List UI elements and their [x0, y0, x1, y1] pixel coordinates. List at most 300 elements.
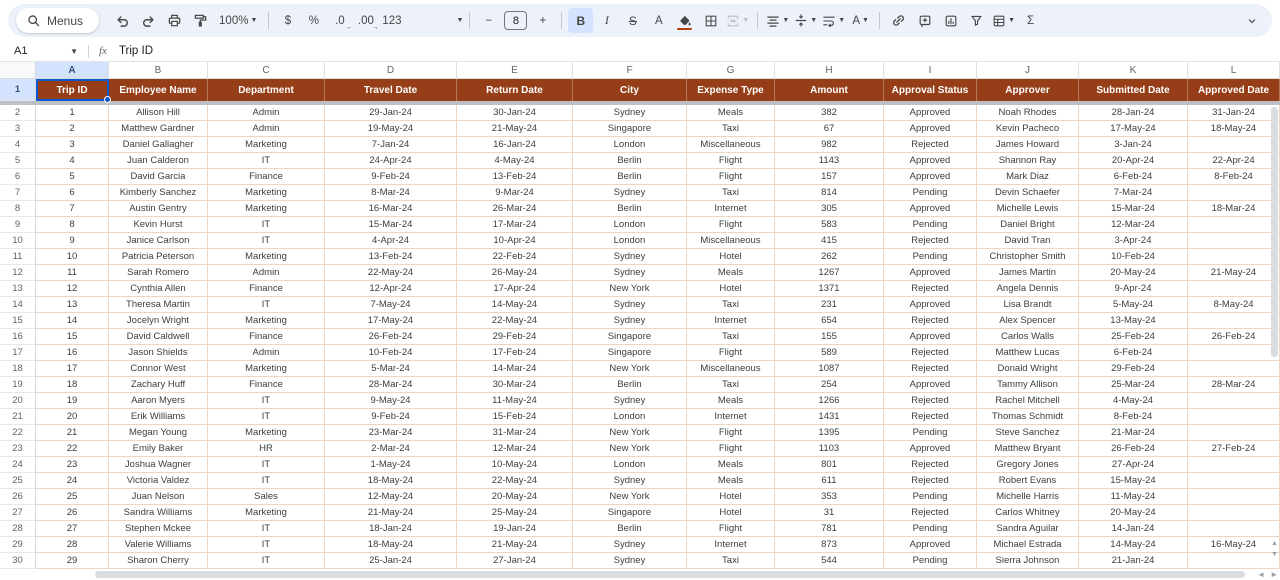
cell[interactable]: 11-May-24 — [457, 393, 573, 409]
row-number[interactable]: 5 — [0, 153, 36, 169]
cell[interactable]: 13-Feb-24 — [325, 249, 457, 265]
cell[interactable]: 18-May-24 — [325, 537, 457, 553]
cell[interactable]: Carlos Whitney — [977, 505, 1079, 521]
cell[interactable]: 6-Feb-24 — [1079, 345, 1188, 361]
cell[interactable]: 7-May-24 — [325, 297, 457, 313]
cell[interactable]: Gregory Jones — [977, 457, 1079, 473]
cell[interactable]: 262 — [775, 249, 884, 265]
cell[interactable]: Devin Schaefer — [977, 185, 1079, 201]
cell[interactable]: 11-May-24 — [1079, 489, 1188, 505]
cell[interactable]: IT — [208, 153, 325, 169]
row-number[interactable]: 13 — [0, 281, 36, 297]
decrease-decimal-button[interactable]: .0 ← — [335, 14, 353, 31]
undo-button[interactable] — [110, 8, 135, 33]
cell[interactable]: Approved — [884, 105, 977, 121]
cell[interactable]: 2-Mar-24 — [325, 441, 457, 457]
row-number[interactable]: 2 — [0, 105, 36, 121]
cell[interactable]: 10-Feb-24 — [1079, 249, 1188, 265]
row-number[interactable]: 26 — [0, 489, 36, 505]
row-number[interactable]: 30 — [0, 553, 36, 569]
cell[interactable]: Sydney — [573, 537, 687, 553]
font-family-dropdown[interactable] — [405, 8, 463, 33]
cell[interactable]: 28-Jan-24 — [1079, 105, 1188, 121]
cell[interactable]: 15-Feb-24 — [457, 409, 573, 425]
cell[interactable]: 4-Apr-24 — [325, 233, 457, 249]
cell[interactable]: Joshua Wagner — [109, 457, 208, 473]
cell[interactable]: IT — [208, 521, 325, 537]
cell[interactable]: 27-Feb-24 — [1188, 441, 1280, 457]
cell[interactable]: Admin — [208, 121, 325, 137]
cell[interactable]: Kimberly Sanchez — [109, 185, 208, 201]
cell[interactable]: 1087 — [775, 361, 884, 377]
cell[interactable]: 22 — [36, 441, 109, 457]
cell[interactable]: Taxi — [687, 185, 775, 201]
cell[interactable]: Sydney — [573, 297, 687, 313]
cell[interactable]: 3 — [36, 137, 109, 153]
cell[interactable]: 6-Feb-24 — [1079, 169, 1188, 185]
header-cell[interactable]: Expense Type — [687, 79, 775, 101]
cell[interactable]: Flight — [687, 425, 775, 441]
cell[interactable]: Kevin Pacheco — [977, 121, 1079, 137]
cell[interactable]: James Martin — [977, 265, 1079, 281]
cell[interactable]: Rejected — [884, 505, 977, 521]
cell[interactable]: 13-May-24 — [1079, 313, 1188, 329]
decrease-font-size-button[interactable]: − — [485, 14, 493, 27]
cell[interactable]: Rejected — [884, 233, 977, 249]
cell[interactable]: Approved — [884, 265, 977, 281]
cell[interactable]: Matthew Gardner — [109, 121, 208, 137]
row-number[interactable]: 3 — [0, 121, 36, 137]
cell[interactable]: Donald Wright — [977, 361, 1079, 377]
percent-format-button[interactable]: % — [308, 14, 319, 27]
cell[interactable]: 1431 — [775, 409, 884, 425]
cell[interactable]: 17-May-24 — [1079, 121, 1188, 137]
cell[interactable]: Zachary Huff — [109, 377, 208, 393]
cell[interactable]: Victoria Valdez — [109, 473, 208, 489]
cell[interactable]: Rejected — [884, 393, 977, 409]
cell[interactable]: 14-Mar-24 — [457, 361, 573, 377]
cell[interactable]: 18-May-24 — [1188, 121, 1280, 137]
cell[interactable]: 254 — [775, 377, 884, 393]
strikethrough-button[interactable]: S — [628, 13, 637, 28]
cell[interactable]: Rejected — [884, 473, 977, 489]
cell[interactable]: Thomas Schmidt — [977, 409, 1079, 425]
cell[interactable]: Approved — [884, 169, 977, 185]
cell[interactable]: 21-May-24 — [1188, 265, 1280, 281]
cell[interactable]: 1 — [36, 105, 109, 121]
cell[interactable]: 17-Feb-24 — [457, 345, 573, 361]
cell[interactable]: Hotel — [687, 249, 775, 265]
cell[interactable]: Meals — [687, 473, 775, 489]
cell[interactable]: Marketing — [208, 313, 325, 329]
cell[interactable]: James Howard — [977, 137, 1079, 153]
cell[interactable]: 20-Apr-24 — [1079, 153, 1188, 169]
cell[interactable]: 231 — [775, 297, 884, 313]
cell[interactable]: Approved — [884, 537, 977, 553]
scroll-left-icon[interactable]: ◄ — [1257, 570, 1266, 579]
row-number[interactable]: 17 — [0, 345, 36, 361]
horizontal-scroll-arrows[interactable] — [1257, 569, 1278, 580]
cell[interactable]: Matthew Lucas — [977, 345, 1079, 361]
scroll-right-icon[interactable]: ► — [1270, 570, 1278, 579]
cell[interactable]: Internet — [687, 313, 775, 329]
cell[interactable] — [1188, 553, 1280, 569]
cell[interactable]: 26 — [36, 505, 109, 521]
cell[interactable]: 13-Feb-24 — [457, 169, 573, 185]
cell[interactable]: 23-Mar-24 — [325, 425, 457, 441]
borders-button[interactable] — [698, 8, 723, 33]
cell[interactable]: 10-May-24 — [457, 457, 573, 473]
cell[interactable]: 12-Mar-24 — [1079, 217, 1188, 233]
cell[interactable]: 29 — [36, 553, 109, 569]
cell[interactable]: Sydney — [573, 105, 687, 121]
cell[interactable]: Patricia Peterson — [109, 249, 208, 265]
vertical-scroll-arrows[interactable] — [1270, 540, 1279, 566]
cell[interactable]: Singapore — [573, 329, 687, 345]
header-cell[interactable]: Department — [208, 79, 325, 101]
cell[interactable]: Taxi — [687, 553, 775, 569]
cell[interactable]: London — [573, 409, 687, 425]
cell[interactable]: 24 — [36, 473, 109, 489]
cell[interactable]: 21 — [36, 425, 109, 441]
cell[interactable]: 29-Feb-24 — [1079, 361, 1188, 377]
cell[interactable]: 15-Mar-24 — [325, 217, 457, 233]
cell[interactable]: Approved — [884, 441, 977, 457]
cell[interactable]: Allison Hill — [109, 105, 208, 121]
column-header-b[interactable]: B — [109, 62, 208, 79]
cell[interactable]: 25-Feb-24 — [1079, 329, 1188, 345]
cell[interactable]: 22-Feb-24 — [457, 249, 573, 265]
cell[interactable] — [1188, 249, 1280, 265]
cell[interactable]: Meals — [687, 393, 775, 409]
cell[interactable] — [1188, 473, 1280, 489]
cell[interactable]: 27-Jan-24 — [457, 553, 573, 569]
cell[interactable]: Flight — [687, 345, 775, 361]
cell[interactable]: Noah Rhodes — [977, 105, 1079, 121]
cell[interactable]: 28 — [36, 537, 109, 553]
cell[interactable]: Sandra Aguilar — [977, 521, 1079, 537]
cell[interactable]: Flight — [687, 169, 775, 185]
cell[interactable]: Robert Evans — [977, 473, 1079, 489]
cell[interactable] — [1188, 137, 1280, 153]
cell[interactable]: Marketing — [208, 361, 325, 377]
cell[interactable]: IT — [208, 537, 325, 553]
cell[interactable]: Sydney — [573, 265, 687, 281]
name-box[interactable] — [0, 45, 88, 57]
cell[interactable]: New York — [573, 489, 687, 505]
cell[interactable]: Finance — [208, 377, 325, 393]
cell[interactable]: Megan Young — [109, 425, 208, 441]
cell[interactable]: Shannon Ray — [977, 153, 1079, 169]
cell[interactable]: Approved — [884, 329, 977, 345]
cell[interactable]: Daniel Gallagher — [109, 137, 208, 153]
column-header-h[interactable]: H — [775, 62, 884, 79]
cell[interactable]: 26-Feb-24 — [325, 329, 457, 345]
cell[interactable]: Sydney — [573, 313, 687, 329]
row-number[interactable]: 22 — [0, 425, 36, 441]
cell[interactable]: Approved — [884, 201, 977, 217]
cell[interactable]: Taxi — [687, 377, 775, 393]
cell[interactable]: Hotel — [687, 281, 775, 297]
cell[interactable]: Approved — [884, 377, 977, 393]
row-number[interactable]: 25 — [0, 473, 36, 489]
cell[interactable]: Singapore — [573, 345, 687, 361]
cell[interactable]: 589 — [775, 345, 884, 361]
row-number[interactable]: 11 — [0, 249, 36, 265]
cell[interactable]: 16-Mar-24 — [325, 201, 457, 217]
cell[interactable]: Miscellaneous — [687, 233, 775, 249]
cell[interactable]: Flight — [687, 521, 775, 537]
cell[interactable]: Admin — [208, 105, 325, 121]
column-header-c[interactable]: C — [208, 62, 325, 79]
column-header-j[interactable]: J — [977, 62, 1079, 79]
cell[interactable] — [1188, 217, 1280, 233]
cell[interactable]: 22-May-24 — [325, 265, 457, 281]
header-cell[interactable]: Amount — [775, 79, 884, 101]
header-cell[interactable]: Return Date — [457, 79, 573, 101]
cell[interactable]: Berlin — [573, 153, 687, 169]
cell[interactable] — [1188, 393, 1280, 409]
cell[interactable]: 982 — [775, 137, 884, 153]
cell[interactable]: Daniel Bright — [977, 217, 1079, 233]
cell[interactable]: 611 — [775, 473, 884, 489]
scroll-up-icon[interactable]: ▲ — [1271, 540, 1278, 547]
vertical-scrollbar[interactable] — [1271, 105, 1279, 560]
cell[interactable]: 28-Mar-24 — [1188, 377, 1280, 393]
cell[interactable]: IT — [208, 297, 325, 313]
insert-link-button[interactable] — [886, 8, 911, 33]
cell[interactable]: Marketing — [208, 201, 325, 217]
cell[interactable]: 2 — [36, 121, 109, 137]
row-number[interactable]: 15 — [0, 313, 36, 329]
cell[interactable]: Marketing — [208, 185, 325, 201]
row-number[interactable]: 27 — [0, 505, 36, 521]
cell[interactable]: Tammy Allison — [977, 377, 1079, 393]
cell[interactable]: Miscellaneous — [687, 361, 775, 377]
cell[interactable]: 9-May-24 — [325, 393, 457, 409]
cell[interactable]: Rejected — [884, 345, 977, 361]
cell[interactable] — [1188, 281, 1280, 297]
cell[interactable]: Pending — [884, 249, 977, 265]
cell[interactable]: Sarah Romero — [109, 265, 208, 281]
merge-cells-button[interactable] — [724, 8, 751, 33]
cell[interactable]: 18 — [36, 377, 109, 393]
cell[interactable]: 654 — [775, 313, 884, 329]
print-button[interactable] — [162, 8, 187, 33]
cell[interactable]: Carlos Walls — [977, 329, 1079, 345]
cell[interactable]: Hotel — [687, 505, 775, 521]
cell[interactable]: Pending — [884, 185, 977, 201]
column-header-d[interactable]: D — [325, 62, 457, 79]
cell[interactable]: 13 — [36, 297, 109, 313]
cell[interactable]: Sydney — [573, 553, 687, 569]
cell[interactable]: 1-May-24 — [325, 457, 457, 473]
column-header-i[interactable]: I — [884, 62, 977, 79]
cell[interactable]: Connor West — [109, 361, 208, 377]
cell[interactable]: 1267 — [775, 265, 884, 281]
row-number[interactable]: 9 — [0, 217, 36, 233]
cell[interactable]: 6 — [36, 185, 109, 201]
cell[interactable]: IT — [208, 553, 325, 569]
cell[interactable]: IT — [208, 409, 325, 425]
cell[interactable]: 21-May-24 — [457, 121, 573, 137]
cell[interactable]: Admin — [208, 265, 325, 281]
cell[interactable]: Admin — [208, 345, 325, 361]
horizontal-align-button[interactable] — [764, 8, 791, 33]
text-rotation-button[interactable]: A ▼ — [852, 14, 869, 27]
row-number[interactable]: 16 — [0, 329, 36, 345]
cell[interactable]: 544 — [775, 553, 884, 569]
cell[interactable]: 157 — [775, 169, 884, 185]
header-cell[interactable]: Approver — [977, 79, 1079, 101]
cell[interactable] — [1188, 313, 1280, 329]
cell[interactable]: Approved — [884, 153, 977, 169]
cell[interactable]: 8-May-24 — [1188, 297, 1280, 313]
cell[interactable]: 20-May-24 — [1079, 265, 1188, 281]
cell[interactable]: Sydney — [573, 473, 687, 489]
cell[interactable] — [1188, 185, 1280, 201]
cell[interactable]: 5 — [36, 169, 109, 185]
cell[interactable]: Internet — [687, 201, 775, 217]
cell[interactable]: 25-Mar-24 — [1079, 377, 1188, 393]
cell[interactable]: 11 — [36, 265, 109, 281]
cell[interactable]: 9-Apr-24 — [1079, 281, 1188, 297]
cell[interactable]: Taxi — [687, 297, 775, 313]
cell[interactable]: Cynthia Allen — [109, 281, 208, 297]
cell[interactable]: Juan Nelson — [109, 489, 208, 505]
cell[interactable]: Rejected — [884, 361, 977, 377]
cell[interactable]: 14-May-24 — [1079, 537, 1188, 553]
row-number[interactable]: 19 — [0, 377, 36, 393]
row-number[interactable]: 12 — [0, 265, 36, 281]
column-header-f[interactable]: F — [573, 62, 687, 79]
cell[interactable]: Aaron Myers — [109, 393, 208, 409]
cell[interactable]: 24-Apr-24 — [325, 153, 457, 169]
cell[interactable]: Sydney — [573, 393, 687, 409]
row-number[interactable]: 23 — [0, 441, 36, 457]
cell[interactable] — [1188, 505, 1280, 521]
cell[interactable]: Berlin — [573, 521, 687, 537]
cell[interactable]: Berlin — [573, 201, 687, 217]
cell[interactable]: London — [573, 137, 687, 153]
cell[interactable]: 30-Jan-24 — [457, 105, 573, 121]
cell[interactable]: London — [573, 217, 687, 233]
zoom-control[interactable] — [214, 8, 262, 33]
cell[interactable]: 26-Feb-24 — [1188, 329, 1280, 345]
row-number[interactable]: 18 — [0, 361, 36, 377]
cell[interactable]: 873 — [775, 537, 884, 553]
cell[interactable]: Marketing — [208, 425, 325, 441]
cell[interactable]: 14-May-24 — [457, 297, 573, 313]
cell[interactable]: Finance — [208, 169, 325, 185]
cell[interactable]: Janice Carlson — [109, 233, 208, 249]
currency-format-button[interactable]: $ — [284, 14, 292, 27]
bold-button[interactable]: B — [568, 8, 593, 33]
cell[interactable]: Pending — [884, 489, 977, 505]
cell[interactable]: 10 — [36, 249, 109, 265]
cell[interactable]: David Garcia — [109, 169, 208, 185]
cell[interactable]: Rejected — [884, 313, 977, 329]
text-wrap-button[interactable] — [820, 8, 847, 33]
cell[interactable]: 25 — [36, 489, 109, 505]
cell[interactable]: 17-May-24 — [325, 313, 457, 329]
cell[interactable]: 18-May-24 — [325, 473, 457, 489]
cell[interactable]: 27 — [36, 521, 109, 537]
cell[interactable]: 27-Apr-24 — [1079, 457, 1188, 473]
cell[interactable]: New York — [573, 441, 687, 457]
cell[interactable]: 31-Mar-24 — [457, 425, 573, 441]
formula-input[interactable]: Trip ID — [118, 45, 154, 57]
cell[interactable]: Marketing — [208, 137, 325, 153]
cell[interactable]: Taxi — [687, 121, 775, 137]
vertical-align-button[interactable] — [792, 8, 819, 33]
cell[interactable]: Berlin — [573, 169, 687, 185]
cell[interactable]: 9-Feb-24 — [325, 169, 457, 185]
cell[interactable]: 16 — [36, 345, 109, 361]
cell[interactable]: 23 — [36, 457, 109, 473]
cell[interactable]: Alex Spencer — [977, 313, 1079, 329]
cell[interactable] — [1188, 489, 1280, 505]
cell[interactable] — [1188, 409, 1280, 425]
header-cell[interactable]: Submitted Date — [1079, 79, 1188, 101]
cell[interactable]: 4-May-24 — [457, 153, 573, 169]
cell[interactable]: David Caldwell — [109, 329, 208, 345]
cell[interactable]: 26-Feb-24 — [1079, 441, 1188, 457]
cell[interactable]: 17-Mar-24 — [457, 217, 573, 233]
cell[interactable]: 781 — [775, 521, 884, 537]
column-header-e[interactable]: E — [457, 62, 573, 79]
cell[interactable]: Emily Baker — [109, 441, 208, 457]
cell[interactable]: 3-Apr-24 — [1079, 233, 1188, 249]
row-number[interactable]: 21 — [0, 409, 36, 425]
cell[interactable]: Approved — [884, 121, 977, 137]
cell[interactable]: 10-Apr-24 — [457, 233, 573, 249]
cell[interactable]: Meals — [687, 457, 775, 473]
cell[interactable]: 9 — [36, 233, 109, 249]
cell[interactable]: David Tran — [977, 233, 1079, 249]
cell[interactable]: 21-May-24 — [457, 537, 573, 553]
font-size-input[interactable]: 8 — [504, 11, 527, 30]
more-formats-button[interactable]: 123 — [382, 14, 402, 27]
cell[interactable]: 9-Mar-24 — [457, 185, 573, 201]
row-number[interactable]: 7 — [0, 185, 36, 201]
cell[interactable]: Juan Calderon — [109, 153, 208, 169]
row-number[interactable]: 10 — [0, 233, 36, 249]
table-views-button[interactable] — [990, 8, 1017, 33]
cell[interactable]: 67 — [775, 121, 884, 137]
cell[interactable]: 305 — [775, 201, 884, 217]
hide-toolbar-button[interactable] — [1239, 8, 1264, 33]
cell[interactable]: Marketing — [208, 505, 325, 521]
cell[interactable]: 4 — [36, 153, 109, 169]
cell[interactable]: 20 — [36, 409, 109, 425]
cell[interactable]: 19-Jan-24 — [457, 521, 573, 537]
cell[interactable]: New York — [573, 425, 687, 441]
cell[interactable]: 814 — [775, 185, 884, 201]
cell[interactable]: Sydney — [573, 185, 687, 201]
cell[interactable] — [1188, 425, 1280, 441]
insert-comment-button[interactable] — [912, 8, 937, 33]
cell[interactable]: Rejected — [884, 457, 977, 473]
cell[interactable]: 8 — [36, 217, 109, 233]
cell[interactable]: 415 — [775, 233, 884, 249]
cell[interactable]: 12-Mar-24 — [457, 441, 573, 457]
cell[interactable]: Michelle Lewis — [977, 201, 1079, 217]
cell[interactable]: 1103 — [775, 441, 884, 457]
cell[interactable] — [1188, 457, 1280, 473]
cell[interactable]: 26-Mar-24 — [457, 201, 573, 217]
cell[interactable]: Pending — [884, 217, 977, 233]
